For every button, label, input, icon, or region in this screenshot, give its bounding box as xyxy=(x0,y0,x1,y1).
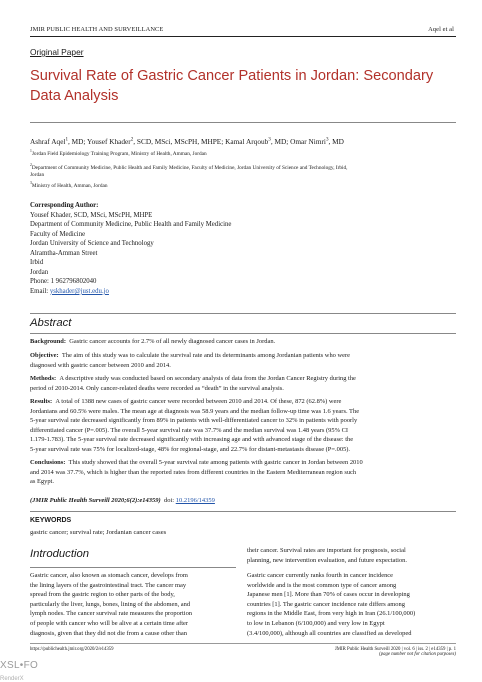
corr-line: Phone: 1 962796802040 xyxy=(30,278,97,286)
conclusions-line: and 2014 was 37.7%, which is higher than the reported rates from different countries in the Eastern Mediterranean region such xyxy=(30,468,357,476)
citation xyxy=(30,497,215,504)
intro-line: Gastric cancer, also known as stomach cancer, develops from xyxy=(30,572,188,579)
author-suffix: , MD xyxy=(328,137,344,146)
doi-link[interactable]: 10.2196/14359 xyxy=(175,497,215,504)
footer-url[interactable]: https://publichealth.jmir.org/2020/2/e14359 xyxy=(30,647,114,652)
intro-line: the lining layers of the gastrointestinal tract. The cancer may xyxy=(30,581,187,589)
abstract-methods xyxy=(30,374,456,393)
citation-text: (JMIR Public Health Surveill 2020;6(2):e14359) xyxy=(30,497,161,504)
renderx-watermark: RenderX xyxy=(0,676,24,682)
author-name: Omar Nimri xyxy=(290,137,326,146)
affiliation-sup: 3 xyxy=(30,181,32,186)
intro-line: (3.4/100,000), although all countries are classified as developed xyxy=(247,629,412,637)
intro-line: worldwide and is the most common type of cancer among xyxy=(247,581,397,589)
page-info-text: JMIR Public Health Surveill 2020 | vol. 6 | iss. 2 | e14359 | p. 1 xyxy=(334,647,456,652)
intro-line: particularly the liver, lungs, bones, lining of the abdomen, and xyxy=(30,600,191,608)
running-header xyxy=(30,26,454,33)
results-line: 5-year survival rate was 75% for localized-stage, 48% for regional-stage, and 22.7% for distant-metastasis disease (P=.005). xyxy=(30,445,351,453)
title-rule xyxy=(30,122,456,123)
article-title xyxy=(30,66,460,106)
corr-line: Faculty of Medicine xyxy=(30,230,86,238)
affiliation-2 xyxy=(30,165,470,180)
corr-line: Department of Community Medicine, Public Health and Family Medicine xyxy=(30,221,232,229)
intro-rule xyxy=(30,567,236,568)
abstract-heading: Abstract xyxy=(30,317,72,329)
objective-line: The aim of this study was to calculate the survival rate and its determinants among Jordanian patients who were xyxy=(61,352,351,359)
background-label: Background: xyxy=(30,338,67,345)
corresponding-heading: Corresponding Author: xyxy=(30,202,99,209)
methods-line: A descriptive study was conducted based on secondary analysis of data from the Jordan Cancer Registry during the xyxy=(59,375,356,382)
title-line-2: Data Analysis xyxy=(30,88,119,104)
abstract-conclusions xyxy=(30,458,456,487)
email-link[interactable]: yskhader@just.edu.jo xyxy=(49,287,109,295)
intro-line: countries [1]. The gastric cancer incidence rate differs among xyxy=(247,600,405,608)
affiliation-1 xyxy=(30,151,470,158)
objective-label: Objective: xyxy=(30,352,59,359)
results-line: 5-year survival rate decreased significantly from 89% in patients with well-differentiated cancer to 32% in patients with poorly xyxy=(30,417,358,425)
author-sup: 1 xyxy=(65,136,69,143)
keywords-heading: KEYWORDS xyxy=(30,517,72,524)
conclusions-line: as Egypt. xyxy=(30,478,54,486)
conclusions-label: Conclusions: xyxy=(30,459,66,466)
keywords-text: gastric cancer; survival rate; Jordanian cancer cases xyxy=(30,529,167,536)
affiliation-text-cont: Jordan xyxy=(30,172,45,179)
intro-line: of people with cancer who will be alive at a certain time after xyxy=(30,619,189,627)
author-sup: 2 xyxy=(130,136,134,143)
email-label: Email: xyxy=(30,287,50,295)
corresponding-author xyxy=(30,201,330,296)
affiliation-text: Jordan Field Epidemiology Training Program, Ministry of Health, Amman, Jordan xyxy=(31,151,207,157)
author-list xyxy=(30,137,460,146)
intro-right-column-top xyxy=(247,546,457,565)
author-name: Ashraf Aqel xyxy=(30,137,66,146)
intro-line: Gastric cancer currently ranks fourth in cancer incidence xyxy=(247,572,394,579)
affiliation-text: Department of Community Medicine, Public Health and Family Medicine, Faculty of Medicine, Jordan University of Science and Technology, Irbid, xyxy=(31,165,348,171)
results-line: Jordanians and 60.5% were males. The mean age at diagnosis was 58.9 years and the median follow-up time was 1.6 years. The xyxy=(30,407,360,415)
section-label: Original Paper xyxy=(30,47,84,57)
background-text: Gastric cancer accounts for 2.7% of all newly diagnosed cancer cases in Jordan. xyxy=(69,338,276,345)
intro-right-column xyxy=(247,571,457,638)
page-note-text: (page number not for citation purposes) xyxy=(379,652,456,657)
intro-line: diagnosis, given that they did not die from a cause other than xyxy=(30,629,187,637)
intro-line: to low in Lebanon (6/100,000) and very low in Egypt xyxy=(247,619,385,627)
introduction-heading: Introduction xyxy=(30,548,90,560)
footer-rule xyxy=(30,643,456,644)
affiliation-3 xyxy=(30,183,470,190)
author-suffix: , MD; xyxy=(270,137,291,146)
footer-page-info xyxy=(335,647,456,657)
intro-line: their cancer. Survival rates are important for prognosis, social xyxy=(247,547,406,554)
corr-line: Jordan xyxy=(30,268,49,276)
affiliation-sup: 1 xyxy=(30,149,32,154)
title-line-1: Survival Rate of Gastric Cancer Patients in Jordan: Secondary xyxy=(30,68,434,84)
results-line: A total of 1388 new cases of gastric cancer were recorded between 2010 and 2014. Of these, 872 (62.8%) were xyxy=(55,398,342,405)
results-line: 1.179-1.783). The 5-year survival rate decreased significantly with increasing age and with advanced stage of the disease: the xyxy=(30,436,354,444)
methods-label: Methods: xyxy=(30,375,57,382)
author-suffix: , SCD, MSci, MScPH, MHPE; xyxy=(133,137,226,146)
objective-line: diagnosed with gastric cancer between 2010 and 2014. xyxy=(30,361,171,369)
corr-line: Yousef Khader, SCD, MSci, MScPH, MHPE xyxy=(30,211,153,219)
abstract-background xyxy=(30,337,456,347)
author-sup: 3 xyxy=(325,136,329,143)
intro-line: planning, new intervention evaluation, and future expectation. xyxy=(247,556,407,564)
affiliation-text: Ministry of Health, Amman, Jordan xyxy=(31,183,108,189)
results-label: Results: xyxy=(30,398,53,405)
abstract-results xyxy=(30,397,456,455)
abstract-rule xyxy=(30,333,456,334)
corr-line: Jordan University of Science and Technology xyxy=(30,240,154,248)
author-name: Kamal Arqoub xyxy=(225,137,269,146)
conclusions-line: This study showed that the overall 5-year survival rate among patients with gastric cancer in Jordan between 2010 xyxy=(68,459,363,466)
author-sup: 3 xyxy=(268,136,271,143)
running-author: Aqel et al xyxy=(428,26,454,33)
intro-left-column xyxy=(30,571,238,638)
corr-line: Alramtha-Amman Street xyxy=(30,249,98,257)
corr-line: Irbid xyxy=(30,259,44,267)
journal-name: JMIR PUBLIC HEALTH AND SURVEILLANCE xyxy=(30,26,164,33)
affiliation-sup: 2 xyxy=(30,163,32,168)
xslfo-watermark: XSL•FO xyxy=(0,660,39,671)
author-name: Yousef Khader xyxy=(87,137,131,146)
intro-line: Japanese men [1]. More than 70% of cases occur in developing xyxy=(247,591,410,599)
abstract-objective xyxy=(30,351,456,370)
citation-rule xyxy=(30,511,456,512)
abstract-top-rule xyxy=(30,313,456,314)
intro-line: spread from the gastric region to other parts of the body, xyxy=(30,591,175,599)
intro-line: regions in the Middle East, from very high in Iran (26.1/100,000) xyxy=(247,610,416,618)
methods-line: period of 2010-2014. Only cancer-related deaths were recorded as “death” in the survival analysis. xyxy=(30,384,284,392)
author-suffix: , MD; xyxy=(68,137,88,146)
doi-label: doi: xyxy=(163,497,175,504)
intro-line: lymph nodes. The cancer survival rate measures the proportion xyxy=(30,610,193,618)
results-line: differentiated cancer (P=.005). The overall 5-year survival rate was 37.7% and the median survival was 1.48 years (95% CI xyxy=(30,426,349,434)
header-rule xyxy=(30,36,456,37)
